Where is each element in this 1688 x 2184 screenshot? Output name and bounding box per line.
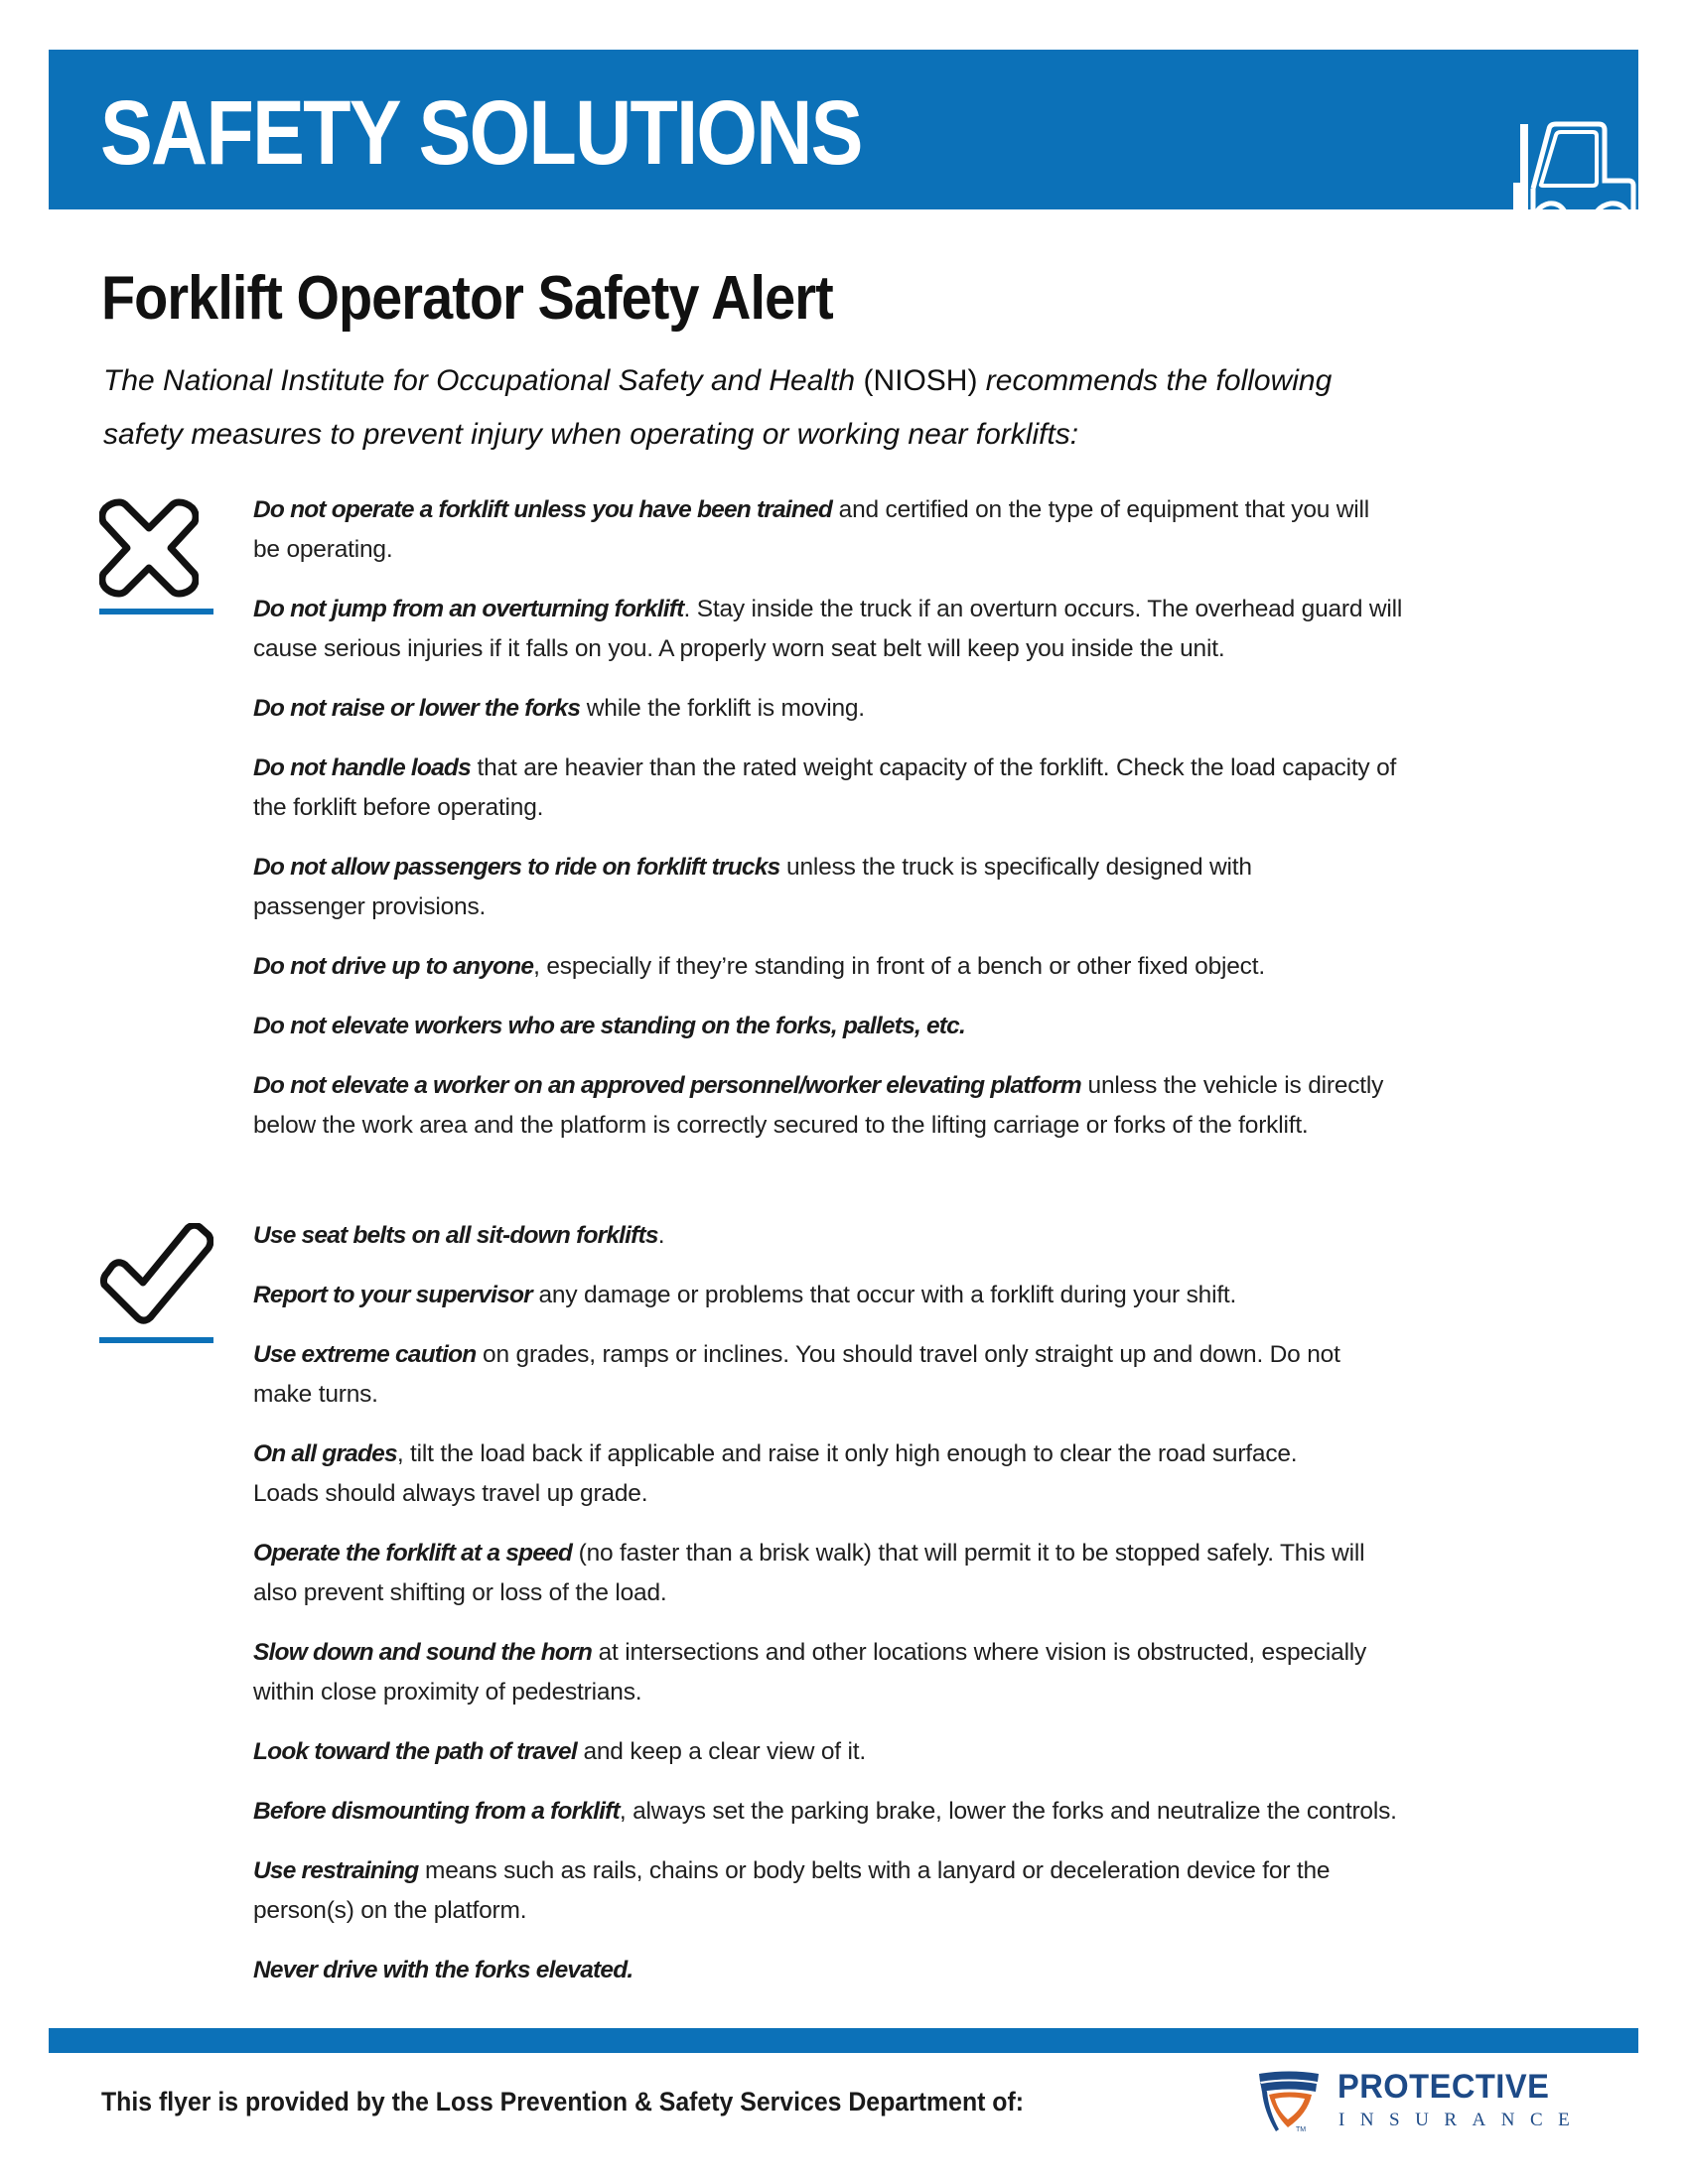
item-text: and certified on the type of equipment that you will bbox=[832, 496, 1370, 523]
item-text-cont: Loads should always travel up grade. bbox=[253, 1480, 648, 1507]
item-text: , especially if they’re standing in front of a bench or other fixed object. bbox=[533, 953, 1265, 980]
dont-item bbox=[253, 749, 1604, 828]
item-text-cont: be operating. bbox=[253, 536, 393, 563]
item-text: , always set the parking brake, lower the forks and neutralize the controls. bbox=[619, 1798, 1397, 1825]
dont-item bbox=[253, 590, 1604, 669]
item-bold: Before dismounting from a forklift bbox=[253, 1798, 620, 1825]
item-text: on grades, ramps or inclines. You should travel only straight up and down. Do not bbox=[476, 1341, 1340, 1368]
forklift-icon bbox=[1472, 119, 1640, 240]
item-text-cont: the forklift before operating. bbox=[253, 794, 544, 821]
page-title: Forklift Operator Safety Alert bbox=[101, 264, 833, 333]
item-bold: Do not elevate workers who are standing on the forks, pallets, etc. bbox=[253, 1013, 965, 1039]
do-item bbox=[253, 1851, 1604, 1931]
item-text: at intersections and other locations where vision is obstructed, especially bbox=[592, 1639, 1367, 1666]
intro-niosh: (NIOSH) bbox=[863, 364, 978, 397]
item-text-cont: passenger provisions. bbox=[253, 893, 487, 920]
do-item bbox=[253, 1276, 1604, 1315]
item-bold: Do not elevate a worker on an approved personnel/worker elevating platform bbox=[253, 1072, 1081, 1099]
do-section-rule bbox=[99, 1337, 213, 1343]
item-bold: Report to your supervisor bbox=[253, 1282, 532, 1308]
dont-item bbox=[253, 1007, 1604, 1046]
logo-subtitle: INSURANCE bbox=[1338, 2110, 1586, 2130]
item-bold: Use extreme caution bbox=[253, 1341, 477, 1368]
footer-text: This flyer is provided by the Loss Prevention & Safety Services Department of: bbox=[101, 2087, 1025, 2116]
intro-italic-a: The National Institute for Occupational Safety and Health bbox=[103, 364, 864, 397]
protective-insurance-logo bbox=[1253, 2067, 1601, 2136]
do-item bbox=[253, 1434, 1604, 1514]
item-text-cont: cause serious injuries if it falls on you. A properly worn seat belt will keep you inside the unit. bbox=[253, 635, 1225, 662]
item-text: while the forklift is moving. bbox=[580, 695, 865, 722]
item-text: any damage or problems that occur with a forklift during your shift. bbox=[531, 1282, 1237, 1308]
item-text-cont: also prevent shifting or loss of the load. bbox=[253, 1579, 667, 1606]
item-text-cont: below the work area and the platform is correctly secured to the lifting carriage or forks of the forklift. bbox=[253, 1112, 1309, 1139]
item-text: . bbox=[657, 1222, 665, 1249]
intro-italic-b: recommends the following bbox=[977, 364, 1333, 397]
item-bold: Do not operate a forklift unless you have been trained bbox=[253, 496, 833, 523]
item-text-cont: person(s) on the platform. bbox=[253, 1897, 527, 1924]
do-item bbox=[253, 1732, 1604, 1772]
item-text: and keep a clear view of it. bbox=[576, 1738, 866, 1765]
item-bold: Use seat belts on all sit-down forklifts bbox=[253, 1222, 658, 1249]
item-bold: Use restraining bbox=[253, 1857, 419, 1884]
item-text: unless the truck is specifically designed with bbox=[779, 854, 1252, 881]
intro-line-2: safety measures to prevent injury when operating or working near forklifts: bbox=[103, 418, 1079, 451]
item-bold: Do not jump from an overturning forklift bbox=[253, 596, 684, 622]
dont-item bbox=[253, 490, 1604, 570]
do-item bbox=[253, 1633, 1604, 1712]
item-text: (no faster than a brisk walk) that will permit it to be stopped safely. This will bbox=[572, 1540, 1365, 1567]
item-text: , tilt the load back if applicable and raise it only high enough to clear the road surface. bbox=[396, 1440, 1298, 1467]
item-text: that are heavier than the rated weight capacity of the forklift. Check the load capacity of bbox=[470, 754, 1397, 781]
dont-section-rule bbox=[99, 609, 213, 614]
banner-title: SAFETY SOLUTIONS bbox=[100, 82, 862, 184]
item-bold: On all grades bbox=[253, 1440, 397, 1467]
logo-trademark: TM bbox=[1296, 2126, 1307, 2133]
item-bold: Look toward the path of travel bbox=[253, 1738, 577, 1765]
item-bold: Do not drive up to anyone bbox=[253, 953, 534, 980]
item-text: means such as rails, chains or body belts with a lanyard or deceleration device for the bbox=[418, 1857, 1331, 1884]
check-mark-icon bbox=[99, 1223, 213, 1324]
do-item bbox=[253, 1951, 1604, 1990]
item-text-cont: within close proximity of pedestrians. bbox=[253, 1679, 642, 1706]
item-bold: Operate the forklift at a speed bbox=[253, 1540, 573, 1567]
do-item bbox=[253, 1534, 1604, 1613]
footer-bar bbox=[49, 2028, 1638, 2053]
dont-item bbox=[253, 848, 1604, 927]
x-mark-icon bbox=[99, 498, 199, 598]
dont-item bbox=[253, 689, 1604, 729]
shield-logo-icon bbox=[1256, 2070, 1322, 2133]
do-item bbox=[253, 1216, 1604, 1256]
item-bold: Do not handle loads bbox=[253, 754, 471, 781]
item-text-cont: make turns. bbox=[253, 1381, 378, 1408]
intro-text bbox=[103, 354, 1332, 462]
do-list bbox=[253, 1216, 1604, 2010]
dont-item bbox=[253, 1066, 1604, 1146]
do-item bbox=[253, 1792, 1604, 1832]
item-bold: Do not allow passengers to ride on forklift trucks bbox=[253, 854, 780, 881]
intro-line-1 bbox=[103, 354, 1332, 408]
item-bold: Do not raise or lower the forks bbox=[253, 695, 581, 722]
logo-name: PROTECTIVE bbox=[1337, 2068, 1550, 2106]
item-text: unless the vehicle is directly bbox=[1080, 1072, 1384, 1099]
header-banner bbox=[49, 50, 1638, 209]
item-text: . Stay inside the truck if an overturn occurs. The overhead guard will bbox=[683, 596, 1403, 622]
dont-item bbox=[253, 947, 1604, 987]
dont-list bbox=[253, 490, 1604, 1165]
do-item bbox=[253, 1335, 1604, 1415]
item-bold: Never drive with the forks elevated. bbox=[253, 1957, 633, 1983]
item-bold: Slow down and sound the horn bbox=[253, 1639, 592, 1666]
